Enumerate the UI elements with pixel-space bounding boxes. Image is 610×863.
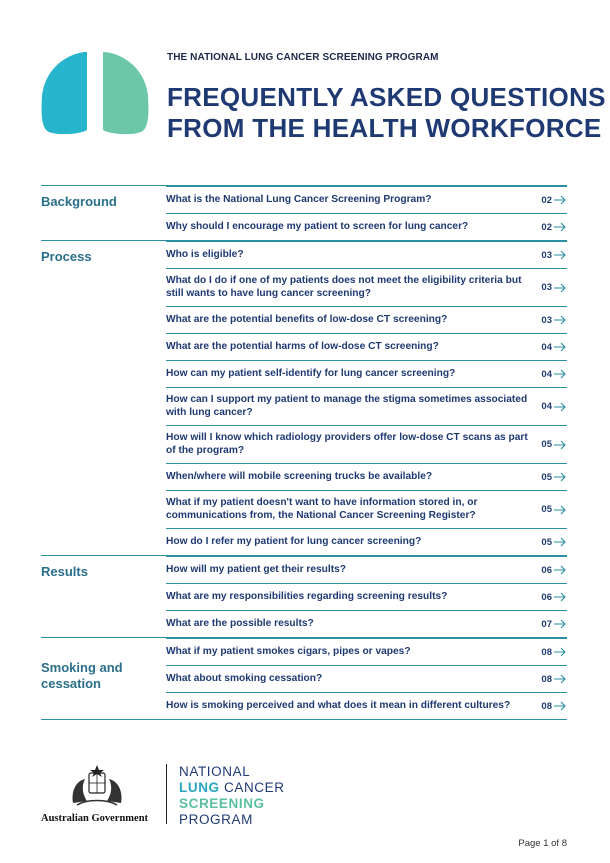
section-process [41,240,567,555]
page-number: 08 [541,673,552,685]
section-label: Results [41,564,88,579]
page-title [167,82,606,144]
page-number: 03 [541,314,552,326]
page-number: 03 [541,249,552,261]
footer-divider [166,764,167,824]
toc-row[interactable] [166,583,567,610]
arrow-right-icon [554,440,567,450]
toc-row[interactable] [166,556,567,583]
toc-row[interactable] [166,528,567,555]
section-smoking [41,637,567,720]
page-number: 07 [541,618,552,630]
question-text: What are the possible results? [166,617,314,629]
government-name: Australian Government [41,813,149,824]
toc-row[interactable] [166,490,567,528]
page-number: 08 [541,646,552,658]
logo-line-4: PROGRAM [179,812,253,827]
arrow-right-icon [554,701,567,711]
page-number: 05 [541,536,552,548]
pre-title: THE NATIONAL LUNG CANCER SCREENING PROGRAM [167,52,439,63]
question-text: What do I do if one of my patients does not meet the eligibility criteria but still wants to have lung cancer screening? [166,275,522,299]
section-label: Process [41,249,92,264]
title-line-2: FROM THE HEALTH WORKFORCE [167,113,602,143]
toc-row[interactable] [166,213,567,240]
question-text: Who is eligible? [166,248,244,260]
toc-row[interactable] [166,387,567,425]
toc-row[interactable] [166,610,567,637]
question-text: Why should I encourage my patient to screen for lung cancer? [166,220,469,232]
question-text: What about smoking cessation? [166,672,323,684]
page-number: 05 [541,439,552,450]
title-line-1: FREQUENTLY ASKED QUESTIONS [167,82,606,112]
section-results [41,555,567,637]
question-text: How is smoking perceived and what does it mean in different cultures? [166,699,511,711]
australian-government-logo [41,763,153,825]
logo-line-1: NATIONAL [179,764,251,779]
question-text: How will my patient get their results? [166,563,347,575]
arrow-right-icon [554,195,567,205]
table-of-contents [41,185,567,720]
arrow-right-icon [554,592,567,602]
page-number-footer: Page 1 of 8 [518,838,567,849]
toc-row[interactable] [166,268,567,306]
question-text: How will I know which radiology providers offer low-dose CT scans as part of the program? [166,432,528,456]
section-background [41,185,567,240]
section-label: Background [41,194,117,209]
question-text: What are the potential benefits of low-dose CT screening? [166,313,448,325]
question-text: What if my patient smokes cigars, pipes or vapes? [166,645,411,657]
toc-row[interactable] [166,186,567,213]
page-number: 04 [541,341,552,353]
toc-row[interactable] [166,425,567,463]
arrow-right-icon [554,342,567,352]
toc-row[interactable] [166,665,567,692]
page-number: 08 [541,700,552,712]
page-number: 06 [541,564,552,576]
page-number: 02 [541,221,552,233]
toc-row[interactable] [166,692,567,719]
logo-line-2b: CANCER [219,780,285,795]
question-text: What are the potential harms of low-dose CT screening? [166,340,439,352]
program-logo [179,764,285,828]
arrow-right-icon [554,283,567,293]
section-label: Smoking and cessation [41,660,123,691]
logo-line-3: SCREENING [179,796,265,811]
page-number: 06 [541,591,552,603]
question-text: How can my patient self-identify for lung cancer screening? [166,367,456,379]
toc-row[interactable] [166,638,567,665]
arrow-right-icon [554,250,567,260]
question-text: When/where will mobile screening trucks be available? [166,470,433,482]
question-text: What is the National Lung Cancer Screening Program? [166,193,432,205]
toc-row[interactable] [166,333,567,360]
arrow-right-icon [554,647,567,657]
arrow-right-icon [554,472,567,482]
lungs-logo-icon [41,52,149,134]
arrow-right-icon [554,402,567,412]
arrow-right-icon [554,222,567,232]
page-number: 03 [541,282,552,293]
logo-line-2a: LUNG [179,780,220,795]
arrow-right-icon [554,537,567,547]
toc-row[interactable] [166,463,567,490]
arrow-right-icon [554,619,567,629]
question-text: What if my patient doesn't want to have information stored in, or communications from, the National Cancer Screening Register? [166,497,478,521]
question-text: How can I support my patient to manage the stigma sometimes associated with lung cancer? [166,394,528,418]
page-number: 05 [541,471,552,483]
question-text: What are my responsibilities regarding screening results? [166,590,448,602]
arrow-right-icon [554,369,567,379]
page-number: 04 [541,401,552,412]
coat-of-arms-icon [67,763,127,807]
arrow-right-icon [554,565,567,575]
page-number: 02 [541,194,552,206]
toc-row[interactable] [166,241,567,268]
arrow-right-icon [554,315,567,325]
toc-row[interactable] [166,306,567,333]
arrow-right-icon [554,674,567,684]
toc-row[interactable] [166,360,567,387]
arrow-right-icon [554,505,567,515]
question-text: How do I refer my patient for lung cancer screening? [166,535,422,547]
page-number: 04 [541,368,552,380]
page-number: 05 [541,504,552,515]
